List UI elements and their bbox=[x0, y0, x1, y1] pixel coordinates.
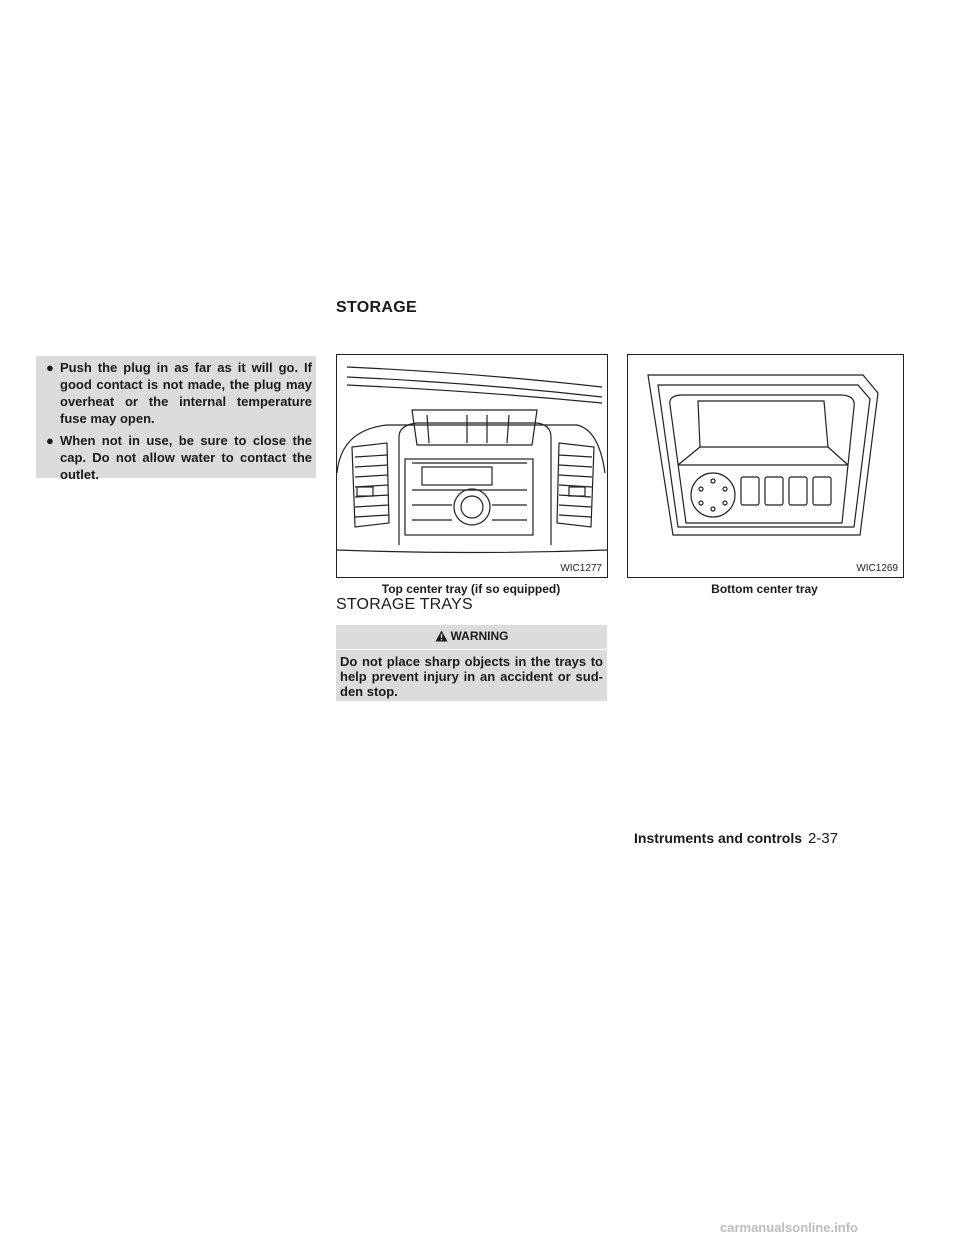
warning-title: WARNING bbox=[450, 629, 509, 643]
figure-caption: Top center tray (if so equipped) bbox=[381, 582, 561, 596]
note-item bbox=[46, 432, 312, 483]
warning-box bbox=[336, 625, 607, 701]
subheading-storage-trays: STORAGE TRAYS bbox=[336, 596, 473, 613]
bullet: ● bbox=[46, 433, 54, 448]
warning-divider bbox=[336, 649, 607, 650]
figure-top-center-tray bbox=[336, 354, 608, 578]
section-heading: STORAGE bbox=[336, 299, 417, 316]
warning-text: Do not place sharp objects in the trays to help prevent injury in an accident or sud-den stop. bbox=[340, 654, 603, 699]
bullet: ● bbox=[46, 360, 54, 375]
watermark: carmanualsonline.info bbox=[720, 1220, 858, 1235]
figure-code: WIC1269 bbox=[856, 563, 898, 574]
figure-code: WIC1277 bbox=[560, 563, 602, 574]
figure-bottom-center-tray bbox=[627, 354, 904, 578]
note-item bbox=[46, 359, 312, 427]
notes-box bbox=[36, 356, 316, 482]
page-number: 2-37 bbox=[808, 830, 839, 847]
warning-header bbox=[336, 629, 607, 643]
note-text: When not in use, be sure to close the cap. Do not allow water to contact the outlet. bbox=[60, 433, 312, 482]
note-text: Push the plug in as far as it will go. If good contact is not made, the plug may overheat or the internal temperature fuse may open. bbox=[60, 360, 312, 426]
warning-triangle-icon bbox=[435, 630, 448, 642]
top-center-tray-illustration bbox=[337, 355, 607, 577]
footer-section: Instruments and controls bbox=[634, 830, 803, 846]
bottom-center-tray-illustration bbox=[628, 355, 903, 577]
figure-caption: Bottom center tray bbox=[711, 582, 818, 596]
page-footer bbox=[634, 830, 838, 847]
